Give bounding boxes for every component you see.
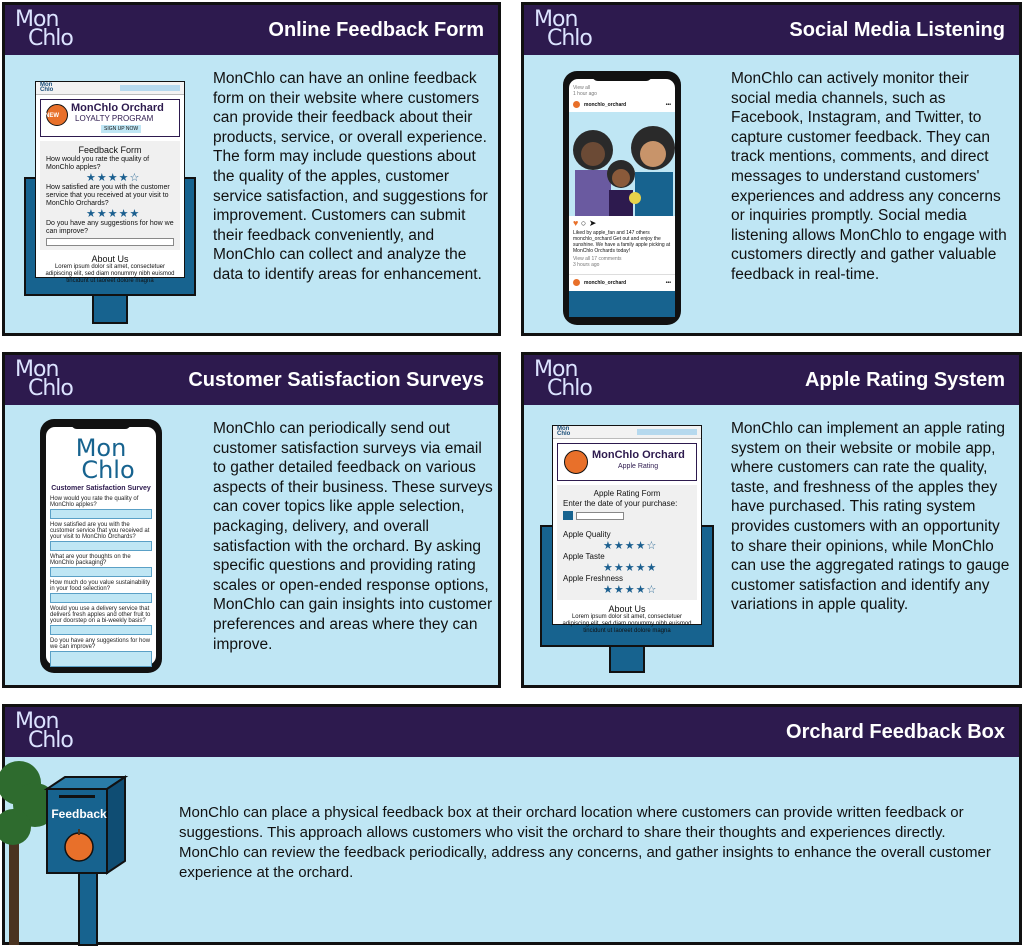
panel-title: Apple Rating System [804,369,1005,391]
instagram-post-mockup [569,79,675,317]
panel-title: Customer Satisfaction Surveys [188,369,484,391]
suggestion-input[interactable] [46,238,174,246]
heart-icon[interactable]: ♥ [573,218,579,228]
question-2: How satisfied are you with the customer service that you received at your visit to MonChlo Orchards? [46,184,170,207]
monchlo-logo: Mon Chlo [15,709,73,753]
new-badge: NEW [45,113,59,119]
share-icon[interactable]: ➤ [588,218,597,228]
more-icon[interactable]: ••• [665,101,671,108]
panel-description: MonChlo can actively monitor their social media channels, such as Facebook, Instagram, and Twitter, to capture customer feedback. They can track mentions, comments, and direct messages to understand customers' experiences and address any concerns or inquiries promptly. Social media listening allows MonChlo to engage with customers directly and gather valuable feedback in real-time. [731,70,1007,283]
post-handle[interactable]: monchlo_orchard [584,101,627,108]
rating-banner [557,443,697,481]
panel-description: MonChlo can implement an apple rating system on their website or mobile app, where customers can rate the quality, taste, and freshness of the apples they have purchased. This rating system provides customers with an opportunity to share their opinions, while MonChlo can use the aggregated ratings to gauge customer satisfaction and identify any variations in apple quality. [731,420,1010,614]
timestamp: 1 hour ago [573,91,597,97]
taste-label: Apple Taste [563,552,605,561]
signup-button[interactable]: SIGN UP NOW [101,125,141,133]
about-text: Lorem ipsum dolor sit amet, consectetuer adipiscing elit, sed diam nonummy nibh euismod tincidunt ut laoreet dolore magna [45,264,175,284]
survey-question-5: Would you use a delivery service that delivers fresh apples and other fruit to your doorstep on a bi-weekly basis? [50,606,151,624]
post-handle[interactable]: monchlo_orchard [584,279,627,286]
survey-question-6: Do you have any suggestions for how we can improve? [50,638,151,650]
profile-avatar [573,279,580,286]
banner-title: MonChlo Orchard [592,449,685,461]
quality-stars[interactable]: ★★★★☆ [603,540,658,552]
panel-description: MonChlo can have an online feedback form on their website where customers can provide their feedback about their products, service, or overall experience. The form may include questions about the quality of the apples, customer service satisfaction, and suggestions for improvement. Customers can submit their feedback conveniently, and MonChlo can collect and analyze the data to identify areas for enhancement. [213,70,488,283]
panel-title: Social Media Listening [789,19,1005,41]
question-3: Do you have any suggestions for how we can improve? [46,220,174,235]
loyalty-banner [40,99,180,137]
panel-header [5,355,498,405]
panel-apple-rating-system [521,352,1022,688]
survey-answer-3[interactable] [50,567,152,577]
panel-description: MonChlo can periodically send out customer satisfaction surveys via email to gather detailed feedback on various aspects of their business. These surveys can cover topics like apple selection, packaging, delivery, and overall satisfaction with the orchard. By asking specific questions and providing rating scales or open-ended response options, MonChlo can gain insights into customer preferences and areas where they can improve. [213,420,493,653]
panel-social-media-listening [521,2,1022,336]
panel-title: Orchard Feedback Box [786,721,1005,743]
rating-stars-2[interactable]: ★★★★★ [86,208,141,220]
survey-title: Customer Satisfaction Survey [51,485,151,492]
feedback-box-illustration [5,755,135,945]
website-mockup [552,425,702,634]
panel-header [524,355,1019,405]
mini-logo: Mon Chlo [557,426,571,437]
survey-question-3: What are your thoughts on the MonChlo packaging? [50,554,131,566]
about-heading: About Us [91,254,129,264]
next-post-image [569,291,675,317]
taste-stars[interactable]: ★★★★★ [603,562,658,574]
quality-label: Apple Quality [563,530,611,539]
profile-avatar [573,101,580,108]
survey-answer-1[interactable] [50,509,152,519]
survey-answer-6[interactable] [50,651,152,667]
survey-mockup [46,427,156,665]
banner-subtitle: Apple Rating [618,463,659,470]
date-prompt: Enter the date of your purchase: [563,499,678,508]
survey-question-4: How much do you value sustainability in your food selection? [50,580,151,592]
panel-header [5,707,1019,757]
phone-illustration [40,419,162,673]
freshness-stars[interactable]: ★★★★☆ [603,584,658,596]
mini-logo: Mon Chlo [40,82,54,93]
rating-stars-1[interactable]: ★★★★☆ [86,172,141,184]
form-title: Apple Rating Form [593,489,661,498]
monchlo-logo: Mon Chlo [534,357,592,401]
post-time: 3 hours ago [573,262,600,268]
post-caption: monchlo_orchard Get out and enjoy the sunshine. We have a family apple picking at MonChlo Orchards today! [573,236,671,254]
about-heading: About Us [608,604,646,614]
panel-title: Online Feedback Form [268,19,484,41]
survey-answer-2[interactable] [50,541,152,551]
survey-question-1: How would you rate the quality of MonChlo apples? [50,496,139,508]
phone-illustration [563,71,681,325]
apple-rating-form [557,485,697,600]
monchlo-logo: Mon Chlo [15,7,73,51]
panel-header [5,5,498,55]
panel-customer-satisfaction-surveys [2,352,501,688]
freshness-label: Apple Freshness [563,574,624,583]
monitor-stand [92,294,128,324]
view-all-link[interactable]: View all [573,85,591,91]
monchlo-logo: Mon Chlo [15,357,73,401]
more-icon[interactable]: ••• [665,279,671,286]
feedback-box-label: Feedback [51,807,107,821]
banner-subtitle: LOYALTY PROGRAM [75,114,154,123]
feedback-form [40,141,180,250]
website-mockup [35,81,185,284]
question-1: How would you rate the quality of MonChlo apples? [46,156,150,171]
comment-icon[interactable]: ○ [580,218,587,228]
view-comments-link[interactable]: View all 17 comments [573,256,622,262]
monitor-stand [609,645,645,673]
panel-header [524,5,1019,55]
likes-count: Liked by apple_fan and 147 others [573,230,650,236]
survey-question-2: How satisfied are you with the customer service that you received at your visit to MonChlo Orchards? [50,522,150,540]
panel-orchard-feedback-box [2,704,1022,945]
survey-answer-5[interactable] [50,625,152,635]
banner-title: MonChlo Orchard [71,102,164,114]
about-text: Lorem ipsum dolor sit amet, consectetuer adipiscing elit, sed diam nonummy nibh euismod tincidunt ut laoreet dolore magna [562,614,692,634]
date-input[interactable] [576,512,624,520]
calendar-icon[interactable] [563,511,573,520]
family-photo [569,112,675,216]
form-title: Feedback Form [78,145,142,155]
monchlo-logo: Mon Chlo [534,7,592,51]
panel-description: MonChlo can place a physical feedback box at their orchard location where customers can provide written feedback or suggestions. This approach allows customers who visit the orchard to share their thoughts and experiences directly. MonChlo can review the feedback periodically, address any concerns, and gather insights to enhance the overall customer experience at the orchard. [179,804,991,881]
apple-icon [564,450,588,474]
panel-online-feedback-form [2,2,501,336]
survey-answer-4[interactable] [50,593,152,603]
survey-logo: Mon Chlo [75,434,135,484]
